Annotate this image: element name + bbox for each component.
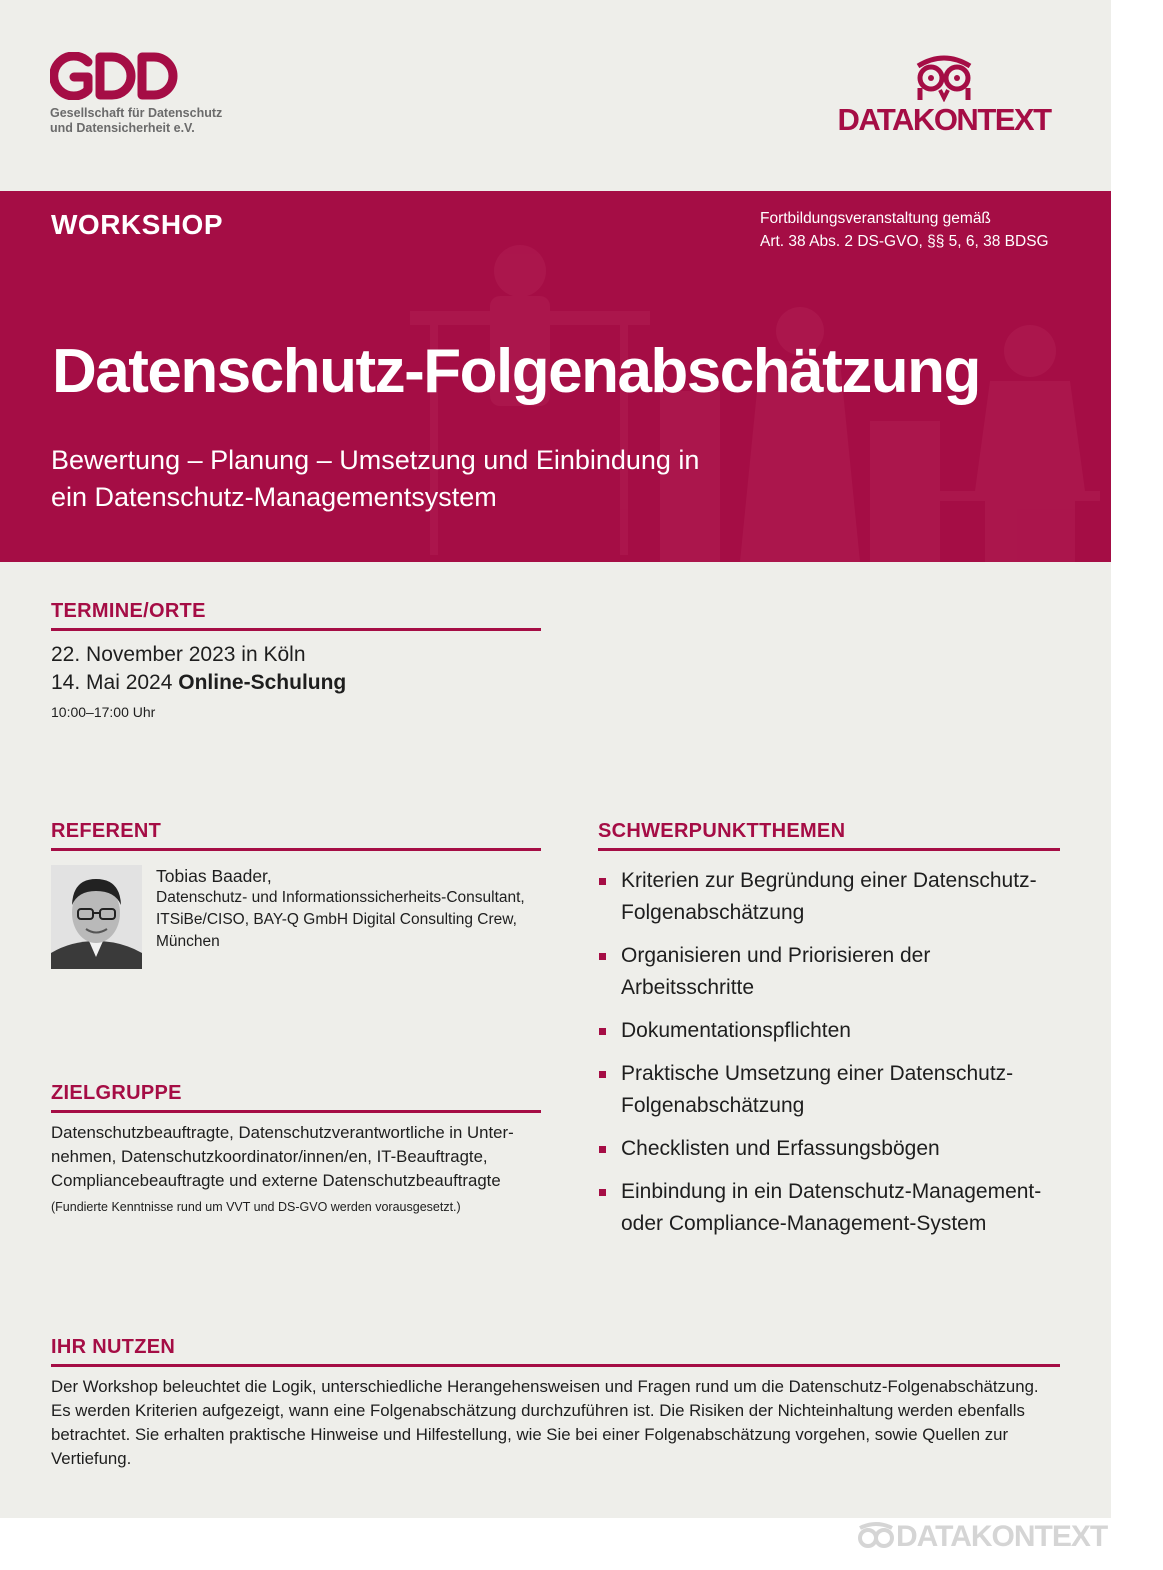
date-format: Online-Schulung — [178, 671, 347, 694]
list-item — [598, 1133, 1060, 1165]
gdd-logo — [50, 52, 222, 136]
topic-line: oder Compliance-Management-System — [621, 1212, 987, 1235]
topic-line: Dokumentationspflichten — [621, 1019, 851, 1042]
hero-banner — [0, 191, 1111, 562]
hero-subtitle — [51, 442, 771, 516]
bullet-icon — [599, 1071, 606, 1078]
list-item — [598, 1015, 1060, 1047]
benefit-line: betrachtet. Sie erhalten praktische Hinweise und Hilfestellung, wie Sie bei einer Folgenabschätzung vorgehen, sowie Quellen zur — [51, 1425, 1009, 1444]
topic-line: Checklisten und Erfassungsbögen — [621, 1137, 940, 1160]
topic-line: Folgenabschätzung — [621, 901, 805, 924]
topic-line: Praktische Umsetzung einer Datenschutz- — [621, 1062, 1014, 1085]
benefit-line: Vertiefung. — [51, 1449, 132, 1468]
bullet-icon — [599, 878, 606, 885]
prerequisite-note: (Fundierte Kenntnisse rund um VVT und DS-GVO werden vorausgesetzt.) — [51, 1200, 461, 1214]
gdd-logo-mark — [50, 52, 180, 100]
topic-line: Einbindung in ein Datenschutz-Management- — [621, 1180, 1042, 1203]
section-heading: IHR NUTZEN — [51, 1336, 1060, 1367]
section-referent — [51, 820, 541, 969]
section-heading: SCHWERPUNKTTHEMEN — [598, 820, 1060, 851]
hero-note-line: Art. 38 Abs. 2 DS-GVO, §§ 5, 6, 38 BDSG — [760, 233, 1049, 250]
owl-icon — [912, 50, 976, 102]
audience-line: Compliancebeauftragte und externe Datenschutzbeauftragte — [51, 1171, 501, 1190]
section-termine — [51, 600, 541, 723]
section-heading: ZIELGRUPPE — [51, 1082, 541, 1113]
hero-accreditation-note — [760, 207, 1060, 253]
footer-logo — [856, 1520, 1107, 1554]
hero-subtitle-line: ein Datenschutz-Managementsystem — [51, 482, 497, 512]
section-zielgruppe — [51, 1082, 541, 1217]
gdd-subtitle-line: und Datensicherheit e.V. — [50, 121, 195, 135]
benefit-line: Der Workshop beleuchtet die Logik, unterschiedliche Herangehensweisen und Fragen rund um die Datenschutz-Folgenabschätzung. — [51, 1377, 1039, 1396]
audience-line: Datenschutzbeauftragte, Datenschutzverantwortliche in Unter- — [51, 1123, 514, 1142]
hero-kicker: WORKSHOP — [51, 209, 223, 240]
topic-line: Folgenabschätzung — [621, 1094, 805, 1117]
topic-line: Kriterien zur Begründung einer Datenschutz- — [621, 869, 1037, 892]
speaker-name: Tobias Baader, — [156, 866, 272, 886]
bullet-icon — [599, 1189, 606, 1196]
hero-note-line: Fortbildungsveranstaltung gemäß — [760, 210, 991, 227]
date-line: 22. November 2023 in Köln — [51, 643, 306, 666]
topic-line: Organisieren und Priorisieren der Arbeitsschritte — [621, 944, 931, 999]
hero-title: Datenschutz-Folgenabschätzung — [52, 337, 980, 406]
benefit-line: Es werden Kriterien aufgezeigt, wann eine Folgenabschätzung durchzuführen ist. Die Risiken der Nichteinhaltung werden ebenfalls — [51, 1401, 1025, 1420]
datakontext-wordmark: DATAKONTEXT — [837, 102, 1051, 137]
bullet-icon — [599, 1028, 606, 1035]
hero-subtitle-line: Bewertung – Planung – Umsetzung und Einbindung in — [51, 445, 700, 475]
datakontext-logo — [826, 50, 1062, 136]
audience-line: nehmen, Datenschutzkoordinator/innen/en, IT-Beauftragte, — [51, 1147, 488, 1166]
list-item — [598, 1058, 1060, 1122]
list-item — [598, 865, 1060, 929]
owl-icon — [856, 1520, 896, 1554]
section-heading: TERMINE/ORTE — [51, 600, 541, 631]
speaker-photo — [51, 865, 142, 969]
date-line — [51, 669, 541, 697]
bullet-icon — [599, 1146, 606, 1153]
speaker-detail: ITSiBe/CISO, BAY-Q GmbH Digital Consulting Crew, — [156, 911, 517, 928]
bullet-icon — [599, 953, 606, 960]
list-item — [598, 940, 1060, 1004]
time-line: 10:00–17:00 Uhr — [51, 704, 156, 720]
section-heading: REFERENT — [51, 820, 541, 851]
footer-wordmark: DATAKONTEXT — [896, 1520, 1108, 1553]
list-item — [598, 1176, 1060, 1240]
section-nutzen — [51, 1336, 1060, 1471]
topic-list — [598, 865, 1060, 1240]
gdd-subtitle-line: Gesellschaft für Datenschutz — [50, 106, 223, 120]
speaker-detail: Datenschutz- und Informationssicherheits-Consultant, — [156, 889, 525, 906]
section-schwerpunkt — [598, 820, 1060, 1251]
date-text: 14. Mai 2024 — [51, 671, 179, 694]
page-margin-right — [1111, 0, 1163, 1570]
speaker-detail: München — [156, 933, 220, 950]
